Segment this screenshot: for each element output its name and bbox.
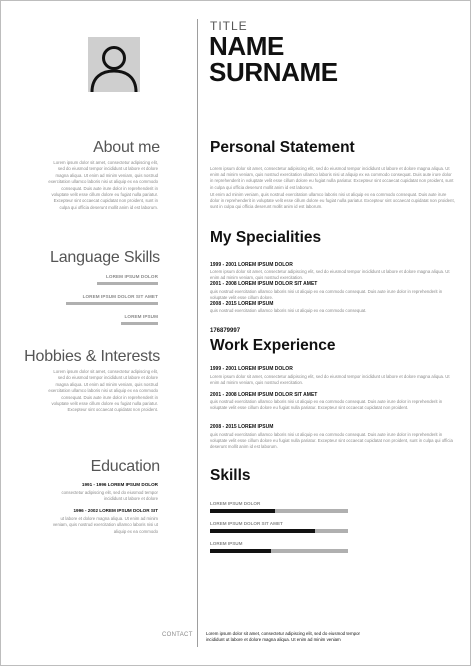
personal-statement-title: Personal Statement: [210, 139, 355, 156]
hobbies-title: Hobbies & Interests: [24, 348, 160, 365]
surname-line: SURNAME: [209, 57, 338, 87]
language-item: [121, 314, 158, 325]
language-label: LOREM IPSUM: [124, 314, 158, 319]
user-silhouette-icon: [88, 37, 140, 92]
speciality-item-head: 2008 - 2015 LOREM IPSUM: [210, 301, 274, 307]
education-item-desc: consectetur adipiscing elit, sed do eiusmod tempor incididunt ut labore et dolore: [61, 490, 158, 502]
language-item: [97, 274, 158, 285]
language-level-bar: [121, 322, 158, 325]
about-paragraph-text: Lorem ipsum dolor sit amet, consectetur adipiscing elit, sed do eiusmod tempor incididunt ut labore et dolore magna aliqua. Ut enim ad minim veniam, quis nostrud exercitation ullamco laboris nisi ut aliquip ex ea commodo consequat. Duis aute irure dolor in reprehenderit in voluptate velit esse cillum dolore eu fugiat nulla pariatur. Excepteur sint occaecat cupidatat non proident, sunt in culpa qui officia deserunt mollit anim id est laborum.: [48, 160, 158, 210]
education-item-head: 1991 - 1996 LOREM IPSUM DOLOR: [81, 482, 158, 487]
name-line: NAME: [209, 31, 284, 61]
skill-bar-track: [210, 509, 348, 513]
experience-item-desc: quis nostrud exercitation ullamco laboris nisi ut aliquip ex ea commodo consequat. Duis aute irure dolor in reprehenderit in voluptate velit esse cillum dolore eu fugiat nulla pariatur. Excepteur sint occaecat cupidatat non proident.: [210, 399, 443, 411]
speciality-item-desc: Lorem ipsum dolor sit amet, consectetur adipiscing elit, sed do eiusmod tempor incididunt ut labore et dolore magna aliqua. Ut enim ad minim veniam, quis nostrud exercitation.: [210, 269, 450, 281]
experience-item-head: 2008 - 2015 LOREM IPSUM: [210, 424, 274, 430]
language-skills-title: Language Skills: [50, 249, 160, 266]
skill-bar-track: [210, 529, 348, 533]
skill-item: [210, 521, 348, 533]
about-title: About me: [93, 139, 160, 156]
speciality-item-desc: quis nostrud exercitation ullamco laboris nisi ut aliquip ex ea commodo consequat. Duis aute irure dolor in reprehenderit in voluptate velit esse cillum dolore.: [210, 289, 443, 301]
avatar: [88, 37, 140, 92]
hobbies-paragraph-text: Lorem ipsum dolor sit amet, consectetur adipiscing elit, sed do eiusmod tempor incididunt ut labore et dolore magna aliqua. Ut enim ad minim veniam, quis nostrud exercitation ullamco laboris nisi ut aliquip ex ea commodo consequat. Duis aute irure dolor in reprehenderit in voluptate velit esse cillum dolore eu fugiat nulla pariatur. Excepteur sint occaecat cupidatat non proident.: [48, 369, 158, 413]
education-item-desc: ut labore et dolore magna aliqua. Ut enim ad minim veniam, quis nostrud exercitation ullamco laboris nisi ut aliquip ex ea commodo: [52, 516, 158, 534]
language-label: LOREM IPSUM DOLOR: [106, 274, 158, 279]
statement-paragraph-2: Ut enim ad minim veniam, quis nostrud exercitation ullamco laboris nisi ut aliquip ex ea commodo consequat. Duis aute irure dolor in reprehenderit in voluptate velit esse cillum dolore eu fugiat nulla pariatur. Excepteur sint occaecat cupidatat non proident, sunt in culpa qui officia deserunt mollit anim id est laborum.: [210, 192, 455, 210]
experience-item-desc: quis nostrud exercitation ullamco laboris nisi ut aliquip ex ea commodo consequat. Duis aute irure dolor in reprehenderit in voluptate velit esse cillum dolore eu fugiat nulla pariatur. Excepteur sint occaecat cupidatat non proident, sunt in culpa qui officia deserunt mollit anim id est laborum.: [210, 432, 453, 450]
skill-bar-track: [210, 549, 348, 553]
skill-bar-fill: [210, 509, 275, 513]
skill-label: LOREM IPSUM: [210, 541, 243, 546]
skills-title: Skills: [210, 467, 251, 484]
experience-item-head: 2001 - 2008 LOREM IPSUM DOLOR SIT AMET: [210, 392, 318, 398]
experience-item-desc: Lorem ipsum dolor sit amet, consectetur adipiscing elit, sed do eiusmod tempor incididunt ut labore et dolore magna aliqua. Ut enim ad minim veniam, quis nostrud exercitation.: [210, 374, 450, 386]
language-level-bar: [66, 302, 158, 305]
skill-bar-fill: [210, 529, 315, 533]
experience-item-head: 1999 - 2001 LOREM IPSUM DOLOR: [210, 366, 293, 372]
phone-number: 176879997: [210, 328, 241, 334]
hobbies-paragraph: [46, 369, 158, 414]
language-label: LOREM IPSUM DOLOR SIT AMET: [82, 294, 158, 299]
contact-text: Lorem ipsum dolor sit amet, consectetur adipiscing elit, sed do eiusmod tempor incididunt ut labore et dolore magna aliqua. Ut enim ad minim veniam: [206, 631, 360, 643]
skill-label: LOREM IPSUM DOLOR SIT AMET: [210, 521, 283, 526]
education-item-head: 1996 - 2002 LOREM IPSUM DOLOR SIT: [73, 508, 158, 513]
work-experience-title: Work Experience: [210, 337, 336, 354]
education-title: Education: [90, 458, 160, 475]
statement-paragraph-1: Lorem ipsum dolor sit amet, consectetur adipiscing elit, sed do eiusmod tempor incididunt ut labore et dolore magna aliqua. Ut enim ad minim veniam, quis nostrud exercitation ullamco laboris nisi ut aliquip ex ea commodo consequat. Duis aute irure dolor in reprehenderit in voluptate velit esse cillum dolore eu fugiat nulla pariatur. Excepteur sint occaecat cupidatat non proident, sunt in culpa qui officia deserunt mollit anim id est laborum.: [210, 166, 454, 190]
about-paragraph: [46, 160, 158, 211]
language-level-bar: [97, 282, 158, 285]
title-label: TITLE: [210, 19, 248, 33]
speciality-item-head: 1999 - 2001 LOREM IPSUM DOLOR: [210, 262, 293, 268]
speciality-item-head: 2001 - 2008 LOREM IPSUM DOLOR SIT AMET: [210, 281, 318, 287]
specialities-title: My Specialities: [210, 229, 322, 246]
column-divider: [197, 19, 198, 647]
skill-item: [210, 501, 348, 513]
skill-bar-fill: [210, 549, 271, 553]
skill-label: LOREM IPSUM DOLOR: [210, 501, 261, 506]
skill-item: [210, 541, 348, 553]
name-heading: [209, 33, 338, 85]
language-item: [66, 294, 158, 305]
speciality-item-desc: quis nostrud exercitation ullamco laboris nisi ut aliquip ex ea commodo consequat.: [210, 308, 367, 313]
contact-label: CONTACT: [162, 632, 193, 638]
